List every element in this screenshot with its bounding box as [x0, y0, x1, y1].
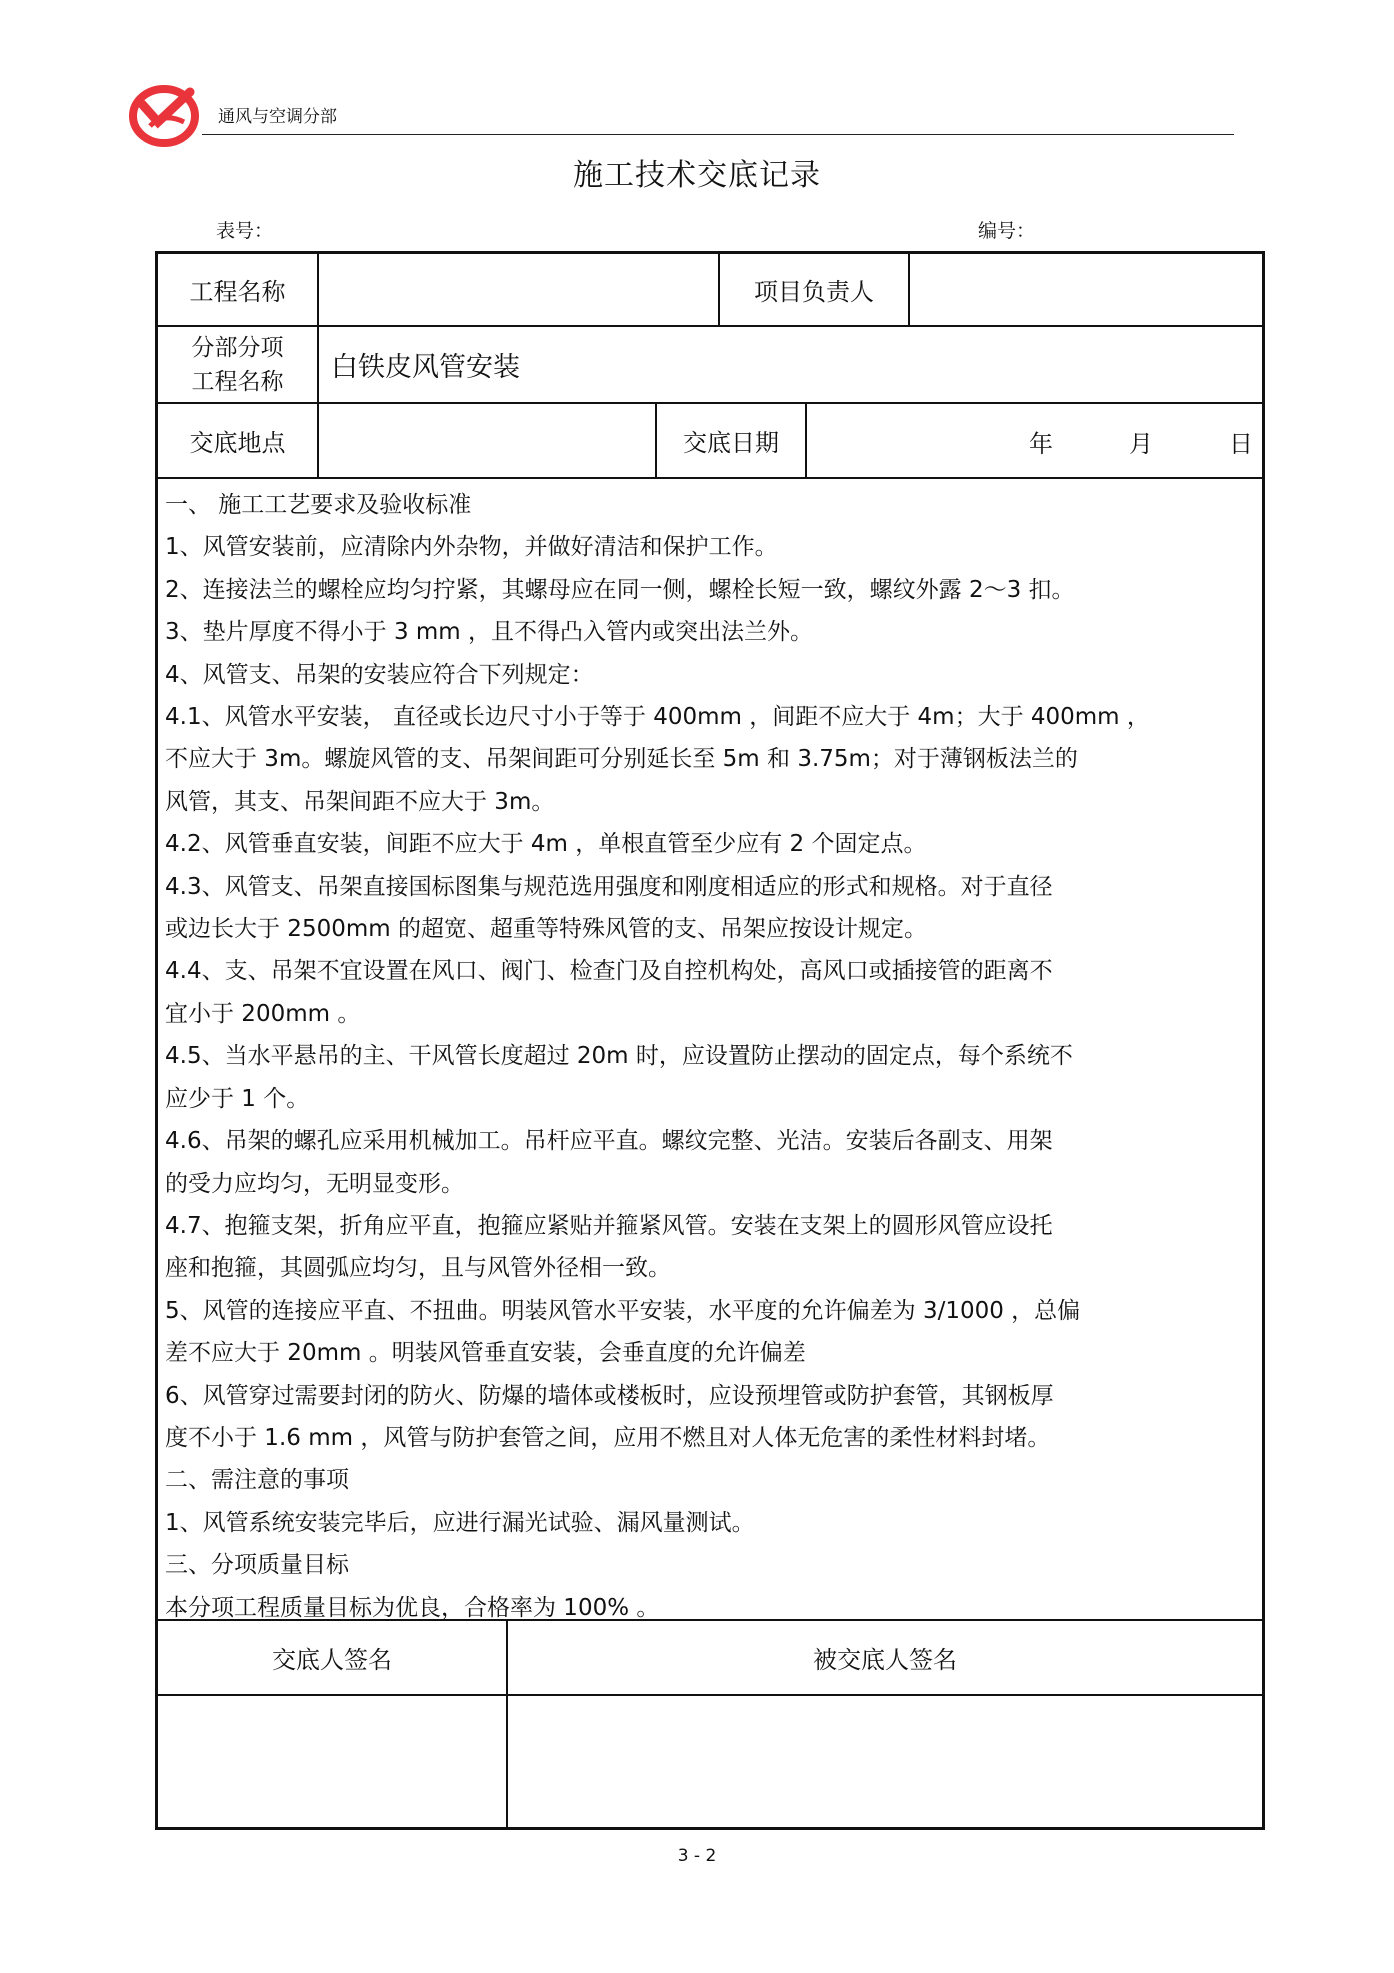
- discloser-signature-field[interactable]: [158, 1696, 506, 1827]
- date-year-label: 年: [1029, 430, 1053, 458]
- document-title: 施工技术交底记录: [573, 158, 821, 193]
- page-number: 3 - 2: [677, 1846, 717, 1866]
- content-line: 二、需注意的事项: [165, 1467, 349, 1494]
- content-line: 差不应大于 20mm 。明装风管垂直安装，会垂直度的允许偏差: [165, 1340, 806, 1367]
- project-name-label: 工程名称: [189, 278, 286, 306]
- row-divider: [155, 477, 1265, 479]
- content-line: 4.1、风管水平安装， 直径或长边尺寸小于等于 400mm ，间距不应大于 4m；大于 400mm ，: [165, 704, 1150, 731]
- department-name: 通风与空调分部: [218, 107, 337, 127]
- content-line: 一、 施工工艺要求及验收标准: [165, 492, 472, 518]
- project-manager-label: 项目负责人: [754, 278, 874, 306]
- content-line: 4.7、抱箍支架，折角应平直，抱箍应紧贴并箍紧风管。安装在支架上的圆形风管应设托: [165, 1212, 1053, 1239]
- project-manager-field[interactable]: [918, 254, 1258, 325]
- location-label: 交底地点: [189, 429, 286, 457]
- date-month-label: 月: [1129, 430, 1153, 458]
- discloser-signature-label: 交底人签名: [272, 1646, 392, 1674]
- company-logo-icon: [128, 82, 202, 148]
- content-line: 6、风管穿过需要封闭的防火、防爆的墙体或楼板时，应设预埋管或防护套管，其钢板厚: [165, 1382, 1054, 1409]
- form-number-label: 表号：: [216, 220, 274, 242]
- content-line: 4、风管支、吊架的安装应符合下列规定：: [165, 661, 594, 688]
- header-divider: [202, 134, 1234, 135]
- serial-number-label: 编号：: [978, 220, 1036, 242]
- content-line: 4.3、风管支、吊架直接国标图集与规范选用强度和刚度相适应的形式和规格。对于直径: [165, 873, 1053, 900]
- content-line: 2、连接法兰的螺栓应均匀拧紧，其螺母应在同一侧，螺栓长短一致，螺纹外露 2～3 扣。: [165, 576, 1075, 603]
- content-line: 宜小于 200mm 。: [165, 1000, 361, 1027]
- recipient-signature-field[interactable]: [508, 1696, 1262, 1827]
- subproject-value[interactable]: 白铁皮风管安装: [331, 352, 520, 383]
- column-divider: [317, 251, 319, 477]
- content-line: 4.2、风管垂直安装，间距不应大于 4m ，单根直管至少应有 2 个固定点。: [165, 831, 927, 858]
- disclosure-content: [165, 484, 1260, 1629]
- content-line: 应少于 1 个。: [165, 1085, 310, 1112]
- content-line: 1、风管安装前，应清除内外杂物，并做好清洁和保护工作。: [165, 534, 778, 561]
- recipient-signature-label: 被交底人签名: [813, 1646, 957, 1674]
- column-divider: [805, 402, 807, 477]
- project-name-field[interactable]: [326, 254, 716, 325]
- content-line: 4.6、吊架的螺孔应采用机械加工。吊杆应平直。螺纹完整、光洁。安装后各副支、用架: [165, 1128, 1053, 1155]
- content-line: 5、风管的连接应平直、不扭曲。明装风管水平安装，水平度的允许偏差为 3/1000 ，总偏: [165, 1297, 1081, 1324]
- content-line: 4.5、当水平悬吊的主、干风管长度超过 20m 时，应设置防止摆动的固定点，每个系统不: [165, 1043, 1073, 1070]
- content-line: 度不小于 1.6 mm ，风管与防护套管之间，应用不燃且对人体无危害的柔性材料封堵。: [165, 1424, 1051, 1451]
- content-line: 3、垫片厚度不得小于 3 mm ，且不得凸入管内或突出法兰外。: [165, 619, 814, 646]
- subproject-label-line2: 工程名称: [191, 368, 284, 395]
- location-field[interactable]: [326, 404, 652, 477]
- date-day-label: 日: [1229, 430, 1253, 458]
- content-line: 风管，其支、吊架间距不应大于 3m。: [165, 788, 555, 815]
- subproject-label: [158, 327, 317, 402]
- content-line: 座和抱箍，其圆弧应均匀，且与风管外径相一致。: [165, 1255, 671, 1282]
- column-divider: [908, 251, 910, 325]
- content-line: 三、分项质量目标: [165, 1552, 349, 1579]
- content-line: 的受力应均匀，无明显变形。: [165, 1170, 464, 1197]
- content-line: 1、风管系统安装完毕后，应进行漏光试验、漏风量测试。: [165, 1509, 755, 1536]
- content-line: 或边长大于 2500mm 的超宽、超重等特殊风管的支、吊架应按设计规定。: [165, 916, 927, 943]
- content-line: 本分项工程质量目标为优良，合格率为 100% 。: [165, 1594, 660, 1621]
- content-line: 不应大于 3m。螺旋风管的支、吊架间距可分别延长至 5m 和 3.75m；对于薄钢板法兰的: [165, 746, 1078, 773]
- date-label: 交底日期: [683, 429, 779, 457]
- content-line: 4.4、支、吊架不宜设置在风口、阀门、检查门及自控机构处，高风口或插接管的距离不: [165, 958, 1053, 985]
- subproject-label-line1: 分部分项: [191, 334, 284, 361]
